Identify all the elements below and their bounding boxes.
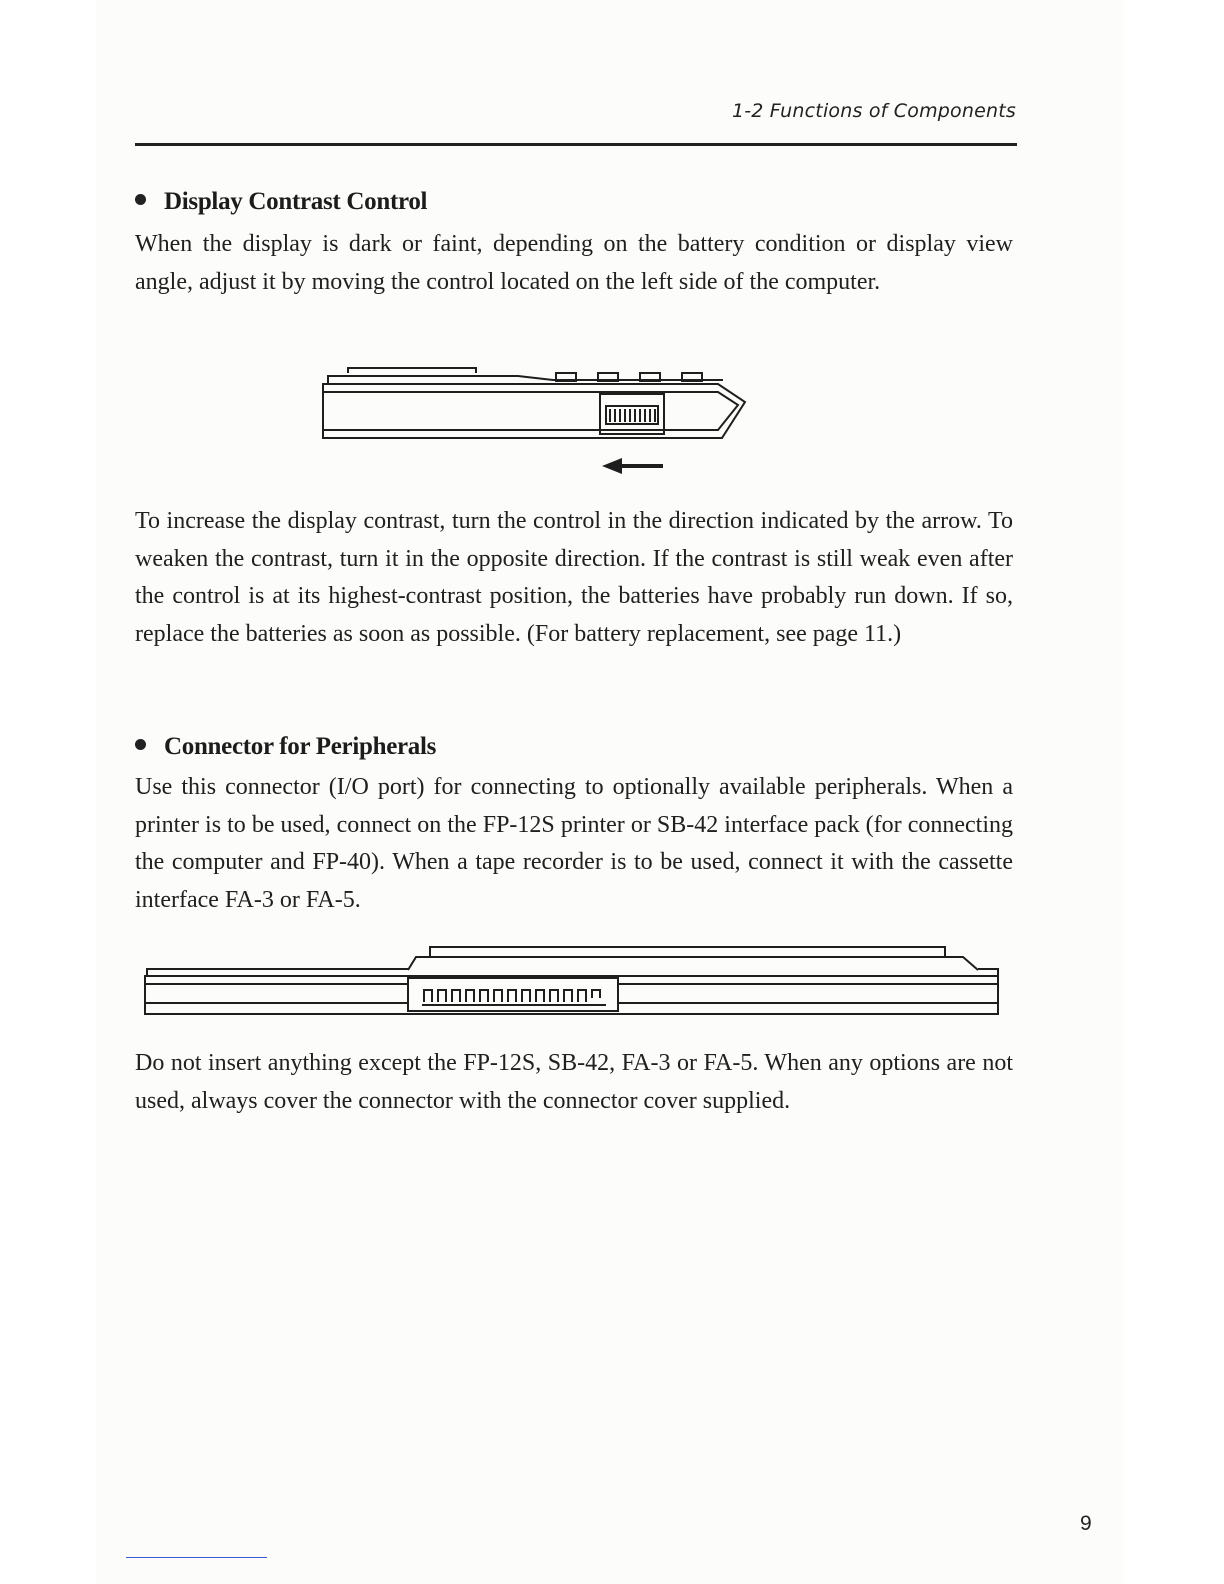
section-heading-text: Display Contrast Control: [164, 188, 428, 215]
page-number: 9: [1080, 1512, 1092, 1535]
figure-contrast-control-side-view: [318, 360, 758, 480]
paragraph-contrast-adjust: To increase the display contrast, turn the control in the direction indicated by the arrow. To weaken the contrast, turn it in the opposite direction. If the contrast is still weak even after the control is at its highest-contrast position, the batteries have probably run down. If so, replace the batteries as soon as possible. (For battery replacement, see page 11.): [135, 508, 1013, 647]
io-port-pins: [422, 990, 606, 1005]
section-heading-display-contrast: [135, 188, 427, 216]
bullet-icon: [135, 194, 146, 205]
bullet-icon: [135, 739, 146, 750]
running-header: 1-2 Functions of Components: [731, 100, 1016, 122]
paragraph-connector-intro: Use this connector (I/O port) for connecting to optionally available peripherals. When a printer is to be used, connect on the FP-12S printer or SB-42 interface pack (for connecting the computer and FP-40). When a tape recorder is to be used, connect it with the cassette interface FA-3 or FA-5.: [135, 774, 1013, 913]
paragraph-contrast-intro: When the display is dark or faint, depending on the battery condition or display view angle, adjust it by moving the control located on the left side of the computer.: [135, 231, 1013, 295]
top-plate-outline: [348, 368, 476, 373]
section-heading-text: Connector for Peripherals: [164, 733, 437, 760]
footer-line: [126, 1557, 267, 1558]
paragraph-connector-warning: Do not insert anything except the FP-12S, SB-42, FA-3 or FA-5. When any options are not used, always cover the connector with the connector cover supplied.: [135, 1050, 1013, 1114]
header-rule: [135, 143, 1017, 146]
direction-arrow-icon: [602, 458, 663, 474]
figure-connector-side-view: [140, 940, 1006, 1024]
section-heading-connector: [135, 733, 436, 761]
